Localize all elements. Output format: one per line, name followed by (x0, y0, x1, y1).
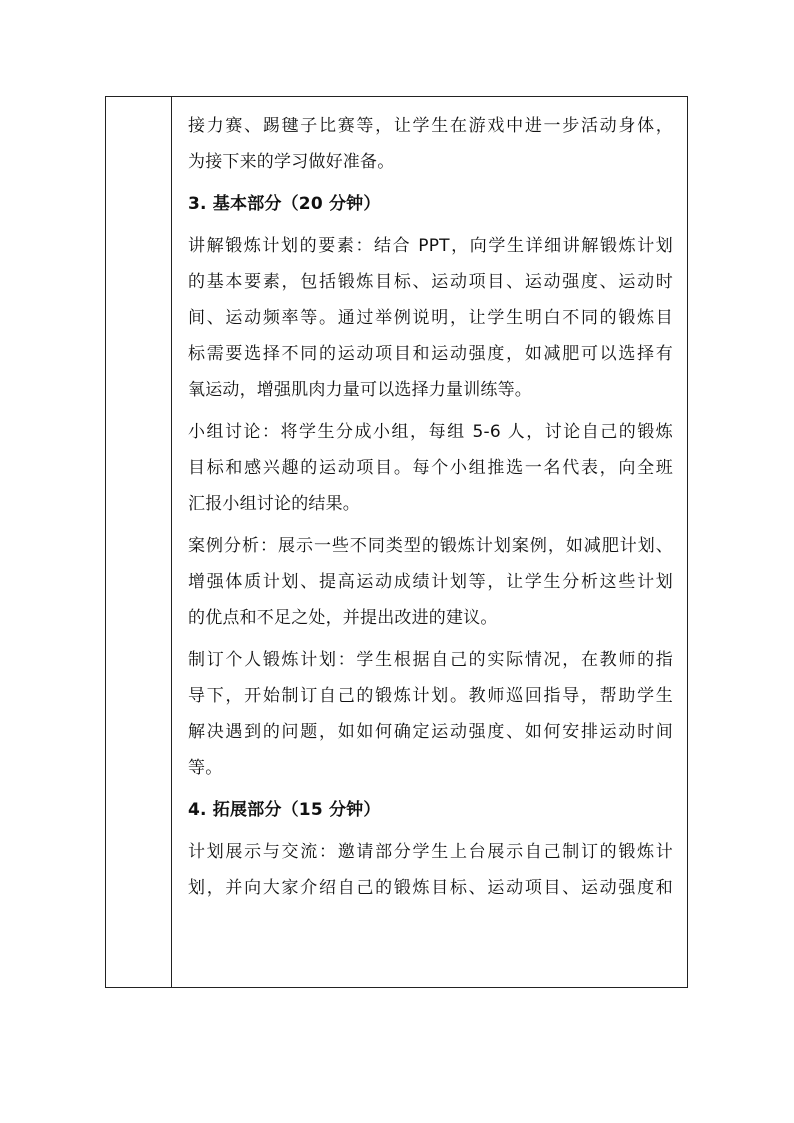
section-3-paragraph-explain (188, 228, 673, 408)
text-line: 目标和感兴趣的运动项目。每个小组推选一名代表，向全班 (188, 458, 673, 478)
text-line: 案例分析：展示一些不同类型的锻炼计划案例，如减肥计划、 (188, 536, 673, 556)
text-line: 制订个人锻炼计划：学生根据自己的实际情况，在教师的指 (188, 650, 673, 670)
text-line: 间、运动频率等。通过举例说明，让学生明白不同的锻炼目 (188, 308, 673, 328)
section-3-paragraph-discussion (188, 414, 673, 522)
text-line: 增强体质计划、提高运动成绩计划等，让学生分析这些计划 (188, 572, 673, 592)
text-line: 小组讨论：将学生分成小组，每组 5-6 人，讨论自己的锻炼 (188, 422, 673, 442)
text-line: 的优点和不足之处，并提出改进的建议。 (188, 608, 498, 628)
section-3-paragraph-case-analysis (188, 528, 673, 636)
text-line: 导下，开始制订自己的锻炼计划。教师巡回指导，帮助学生 (188, 686, 673, 706)
lesson-plan-table (105, 96, 688, 988)
section-4-heading (188, 792, 673, 828)
text-line: 汇报小组讨论的结果。 (188, 494, 360, 514)
text-line: 标需要选择不同的运动项目和运动强度，如减肥可以选择有 (188, 344, 673, 364)
section-4-paragraph-showcase (188, 834, 673, 906)
section-3-paragraph-personal-plan (188, 642, 673, 786)
text-line: 解决遇到的问题，如如何确定运动强度、如何安排运动时间 (188, 722, 673, 742)
text-line: 计划展示与交流：邀请部分学生上台展示自己制订的锻炼计 (188, 842, 673, 862)
text-line: 讲解锻炼计划的要素：结合 PPT，向学生详细讲解锻炼计划 (188, 236, 673, 256)
text-line: 的基本要素，包括锻炼目标、运动项目、运动强度、运动时 (188, 272, 673, 292)
section-heading: 4. 拓展部分（15 分钟） (188, 800, 381, 820)
label-column-cell (106, 97, 172, 987)
text-line: 等。 (188, 758, 223, 778)
section-3-heading (188, 186, 673, 222)
text-line: 接力赛、踢毽子比赛等，让学生在游戏中进一步活动身体， (188, 116, 673, 136)
intro-paragraph (188, 108, 673, 180)
content-column-cell (172, 97, 687, 987)
text-line: 氧运动，增强肌肉力量可以选择力量训练等。 (188, 380, 532, 400)
text-line: 划，并向大家介绍自己的锻炼目标、运动项目、运动强度和 (188, 878, 673, 898)
text-line: 为接下来的学习做好准备。 (188, 152, 395, 172)
section-heading: 3. 基本部分（20 分钟） (188, 194, 381, 214)
